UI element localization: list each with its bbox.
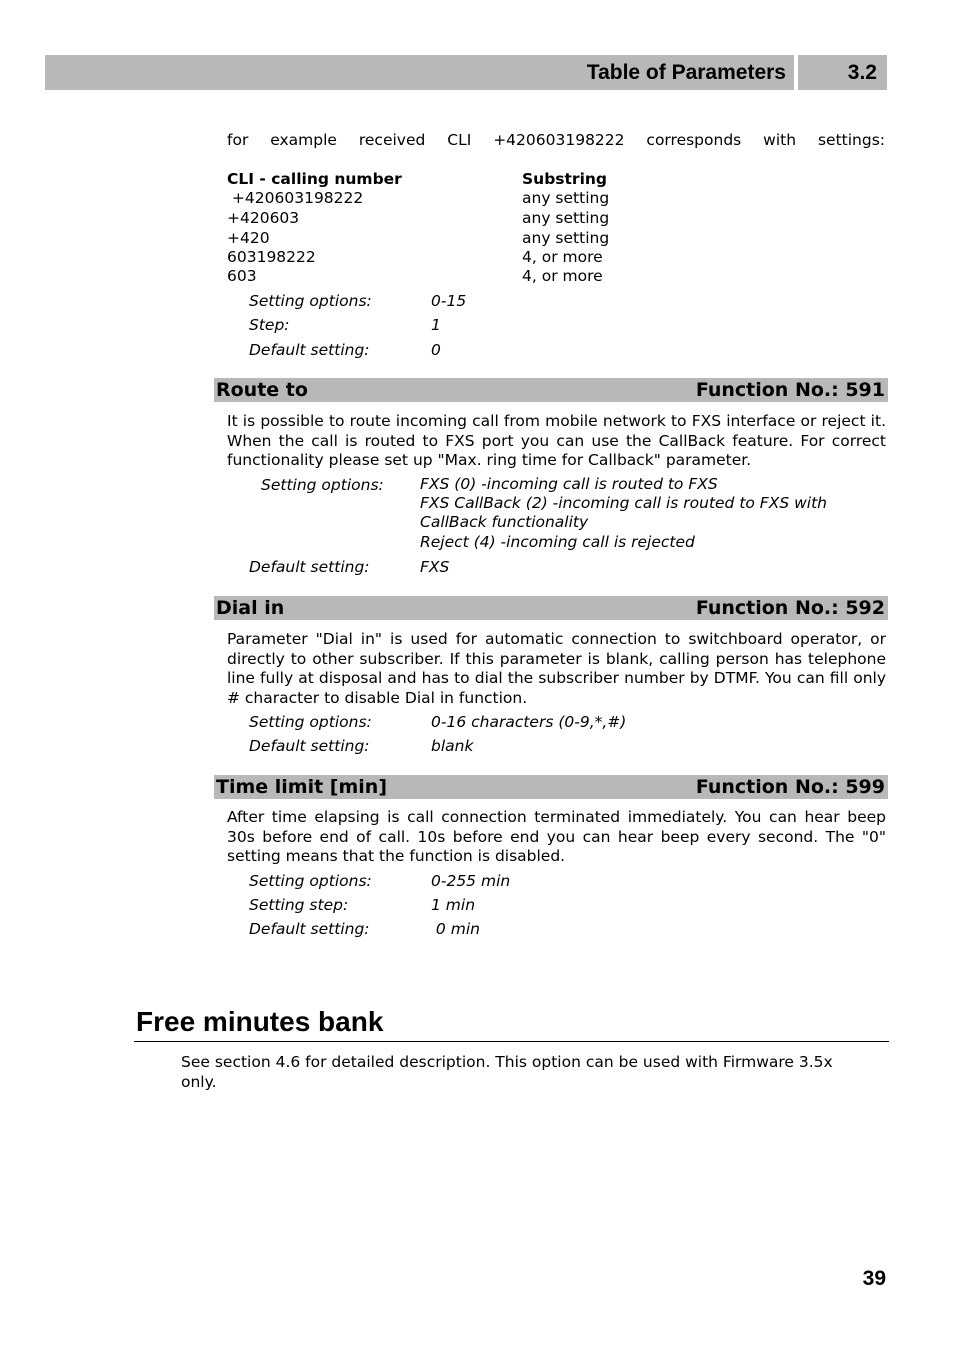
- section-band-dial-in: [214, 596, 888, 620]
- setting-value: 0: [431, 341, 441, 359]
- section-title: Dial in: [216, 597, 285, 619]
- cli-row-substring: 4, or more: [522, 267, 603, 285]
- section-band-route-to: [214, 378, 888, 402]
- page-header-title: Table of Parameters: [586, 61, 786, 84]
- chapter-title-rule: [134, 1041, 889, 1042]
- section-description: Parameter "Dial in" is used for automatic connection to switchboard operator, or directly to other subscriber. If this parameter is blank, calling person has telephone line fully at disposal and has to dial the subscriber number by DTMF. You can fill only # character to disable Dial in function.: [227, 630, 886, 707]
- setting-label: Setting options:: [249, 292, 372, 310]
- page-header-section: 3.2: [847, 61, 877, 84]
- setting-value: 1: [431, 316, 441, 334]
- cli-row-cli: 603198222: [227, 248, 316, 266]
- setting-value: FXS CallBack (2) -incoming call is routed to FXS with: [420, 494, 827, 512]
- function-number: Function No.: 599: [695, 776, 885, 798]
- setting-value: FXS (0) -incoming call is routed to FXS: [420, 475, 718, 493]
- chapter-description: See section 4.6 for detailed description. This option can be used with Firmware 3.5x only.: [181, 1053, 833, 1091]
- section-title: Route to: [216, 379, 308, 401]
- setting-label: Setting options:: [249, 713, 372, 731]
- section-title: Time limit [min]: [216, 776, 388, 798]
- section-description: After time elapsing is call connection terminated immediately. You can hear beep 30s before end of call. 10s before end you can hear beep every second. The "0" setting means that the function is disabled.: [227, 808, 886, 865]
- setting-value: CallBack functionality: [420, 513, 589, 531]
- cli-row-cli: +420: [227, 229, 270, 247]
- setting-value: 0-15: [431, 292, 467, 310]
- function-number: Function No.: 591: [695, 379, 885, 401]
- setting-label: Default setting:: [249, 920, 370, 938]
- cli-row-cli: +420603198222: [227, 189, 364, 207]
- function-number: Function No.: 592: [695, 597, 885, 619]
- setting-value: 0-255 min: [431, 872, 511, 890]
- setting-label: Default setting:: [249, 341, 370, 359]
- setting-value: FXS: [420, 558, 450, 576]
- setting-value: blank: [431, 737, 474, 755]
- section-description: It is possible to route incoming call from mobile network to FXS interface or reject it. When the call is routed to FXS port you can use the CallBack feature. For correct functionality please set up "Max. ring time for Callback" parameter.: [227, 412, 886, 469]
- cli-row-substring: any setting: [522, 229, 610, 247]
- page-number: 39: [862, 1267, 886, 1290]
- setting-label: Default setting:: [249, 558, 370, 576]
- setting-value: 0-16 characters (0-9,*,#): [431, 713, 627, 731]
- header-band: [45, 55, 794, 90]
- intro-line: for example received CLI +420603198222 corresponds with settings:: [227, 131, 885, 149]
- setting-value: 1 min: [431, 896, 476, 914]
- setting-value: 0 min: [431, 920, 480, 938]
- cli-row-substring: 4, or more: [522, 248, 603, 266]
- setting-label: Setting options:: [249, 872, 372, 890]
- cli-row-substring: any setting: [522, 189, 610, 207]
- setting-label: Setting step:: [249, 896, 349, 914]
- cli-row-cli: 603: [227, 267, 257, 285]
- header-section-box: [798, 55, 887, 90]
- setting-value: Reject (4) -incoming call is rejected: [420, 533, 695, 551]
- setting-label: Default setting:: [249, 737, 370, 755]
- chapter-title: Free minutes bank: [136, 1006, 384, 1037]
- cli-row-cli: +420603: [227, 209, 300, 227]
- cli-col-header: CLI - calling number: [227, 170, 402, 188]
- substring-col-header: Substring: [522, 170, 608, 188]
- setting-label: Step:: [249, 316, 290, 334]
- setting-label: Setting options:: [261, 476, 384, 494]
- section-band-time-limit: [214, 775, 888, 799]
- cli-row-substring: any setting: [522, 209, 610, 227]
